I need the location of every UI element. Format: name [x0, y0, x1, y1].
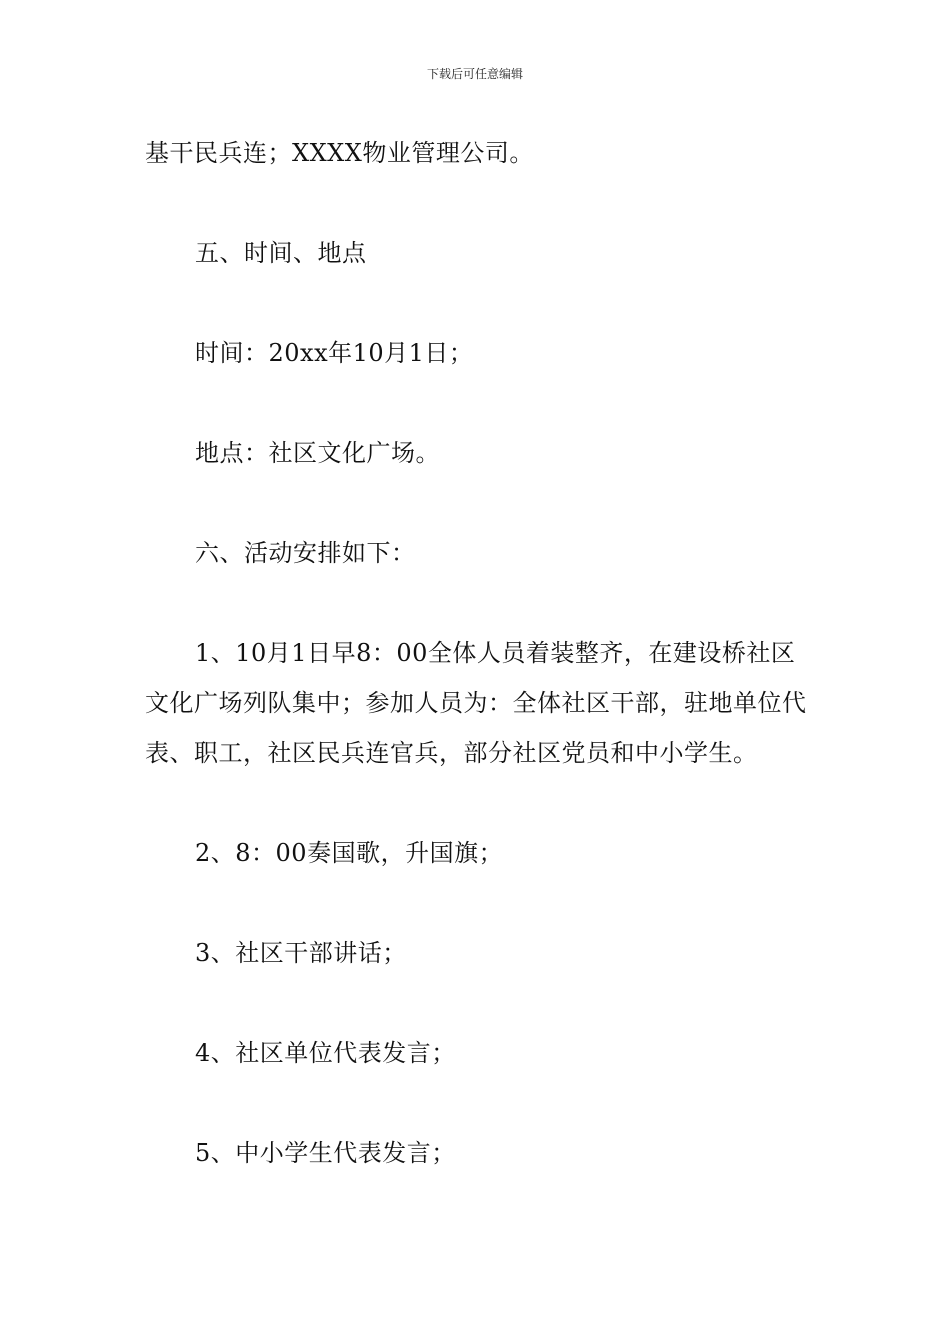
- paragraph-time: 时间：20xx年10月1日；: [195, 339, 474, 367]
- schedule-item-1: 1、10月1日早8：00全体人员着装整齐，在建设桥社区文化广场列队集中；参加人员为：全体社区干部，驻地单位代表、职工，社区民兵连官兵，部分社区党员和中小学生。: [145, 639, 807, 767]
- schedule-item-4: 4、社区单位代表发言；: [195, 1039, 456, 1067]
- paragraph-gap: [145, 878, 810, 928]
- schedule-item-5: 5、中小学生代表发言；: [195, 1139, 456, 1167]
- paragraph-gap: [145, 1078, 810, 1128]
- paragraph-gap: [145, 978, 810, 1028]
- paragraph-gap: [145, 378, 810, 428]
- paragraph-continuation: 基干民兵连；XXXX物业管理公司。: [145, 139, 534, 167]
- schedule-item-3: 3、社区干部讲话；: [195, 939, 407, 967]
- paragraph-gap: [145, 178, 810, 228]
- page-header-note: 下载后可任意编辑: [426, 67, 523, 81]
- paragraph-gap: [145, 278, 810, 328]
- paragraph-gap: [145, 578, 810, 628]
- paragraph-place: 地点：社区文化广场。: [195, 439, 440, 467]
- section-heading-time-place: 五、时间、地点: [195, 239, 367, 267]
- paragraph-gap: [145, 778, 810, 828]
- schedule-item-2: 2、8：00奏国歌，升国旗；: [195, 839, 504, 867]
- document-body: [145, 128, 810, 1178]
- section-heading-schedule: 六、活动安排如下：: [195, 539, 416, 567]
- paragraph-gap: [145, 478, 810, 528]
